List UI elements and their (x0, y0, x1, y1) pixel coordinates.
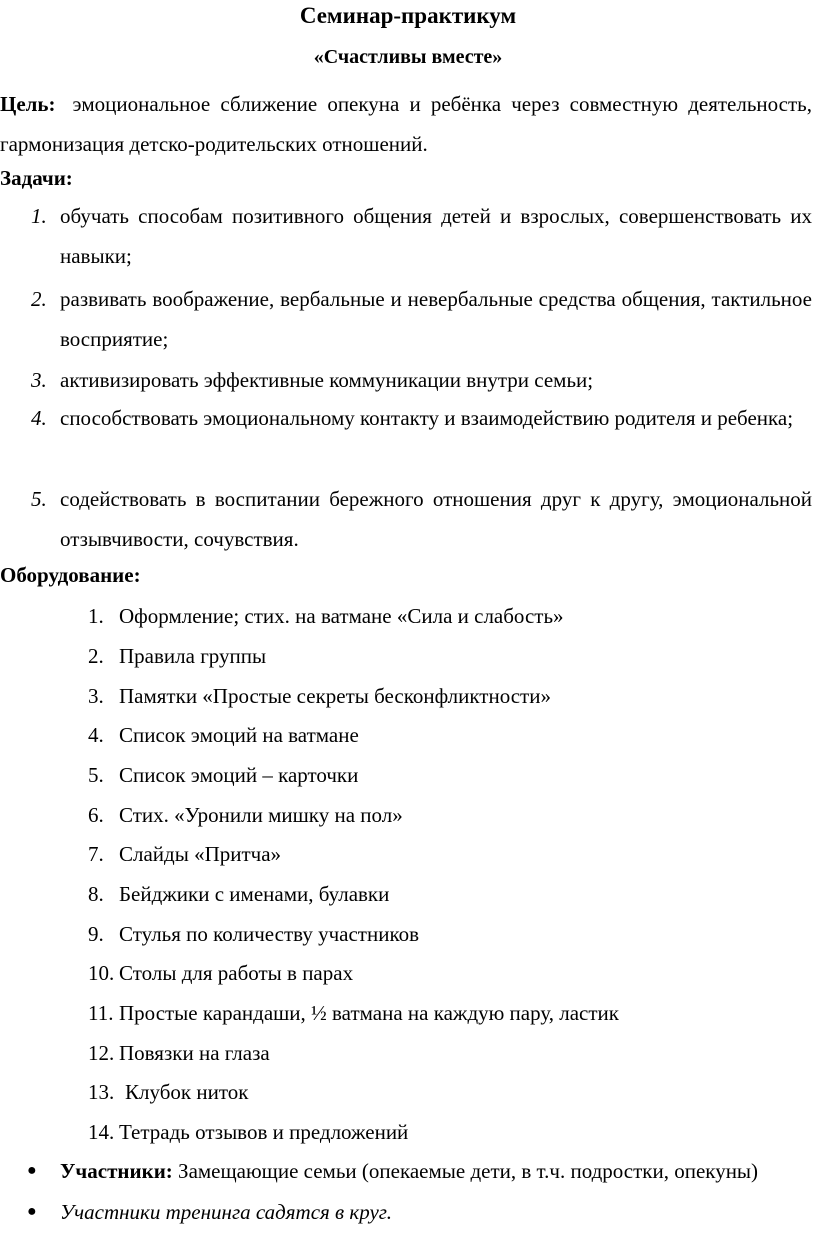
task-number: 1. (31, 204, 47, 228)
equipment-item: Оформление; стих. на ватмане «Сила и слабость» (119, 604, 564, 628)
task-item: содействовать в воспитании бережного отношения друг к другу, эмоциональной отзывчивости, сочувствия. (60, 487, 812, 551)
goal-label: Цель: (0, 92, 56, 116)
equipment-heading: Оборудование: (0, 563, 141, 587)
equipment-number: 10. (88, 961, 115, 985)
task-number: 3. (31, 368, 47, 392)
bullet-icon: ● (27, 1162, 37, 1179)
goal-text: эмоциональное сближение опекуна и ребёнка через совместную деятельность, гармонизация детско-родительских отношений. (0, 92, 812, 156)
page-subtitle: «Счастливы вместе» (313, 46, 503, 68)
goal-paragraph (0, 84, 812, 164)
task-number: 5. (31, 487, 47, 511)
seating-line: Участники тренинга садятся в круг. (60, 1200, 392, 1224)
equipment-number: 14. (88, 1120, 115, 1144)
task-number: 2. (31, 287, 47, 311)
equipment-item: Стулья по количеству участников (119, 922, 419, 946)
equipment-item: Правила группы (119, 644, 267, 668)
task-item: развивать воображение, вербальные и невербальные средства общения, тактильное восприятие; (60, 287, 812, 351)
equipment-item: Список эмоций на ватмане (119, 723, 359, 747)
equipment-number: 4. (88, 723, 104, 747)
equipment-item: Клубок ниток (125, 1080, 249, 1104)
equipment-number: 5. (88, 763, 104, 787)
task-item: активизировать эффективные коммуникации внутри семьи; (60, 368, 594, 392)
equipment-number: 11. (88, 1001, 114, 1025)
equipment-item: Стих. «Уронили мишку на пол» (119, 803, 403, 827)
equipment-item: Памятки «Простые секреты бесконфликтности» (119, 684, 551, 708)
task-number: 4. (31, 406, 47, 430)
task-item: обучать способам позитивного общения детей и взрослых, совершенствовать их навыки; (60, 204, 812, 268)
equipment-number: 1. (88, 604, 104, 628)
equipment-item: Слайды «Притча» (119, 842, 282, 866)
participants-text: Замещающие семьи (опекаемые дети, в т.ч. подростки, опекуны) (178, 1159, 759, 1183)
participants-label: Участники: (60, 1159, 173, 1183)
equipment-number: 3. (88, 684, 104, 708)
equipment-item: Тетрадь отзывов и предложений (119, 1120, 409, 1144)
equipment-number: 2. (88, 644, 104, 668)
page-title: Семинар-практикум (299, 3, 517, 28)
equipment-number: 13. (88, 1080, 115, 1104)
bullet-icon: ● (27, 1203, 37, 1220)
equipment-item: Список эмоций – карточки (119, 763, 359, 787)
task-item: способствовать эмоциональному контакту и взаимодействию родителя и ребенка; (60, 406, 794, 430)
equipment-item: Простые карандаши, ½ ватмана на каждую пару, ластик (119, 1001, 619, 1025)
equipment-number: 9. (88, 922, 104, 946)
equipment-number: 12. (88, 1041, 115, 1065)
tasks-heading: Задачи: (0, 166, 73, 190)
equipment-number: 7. (88, 842, 104, 866)
equipment-item: Столы для работы в парах (119, 961, 354, 985)
equipment-item: Бейджики с именами, булавки (119, 882, 390, 906)
equipment-number: 8. (88, 882, 104, 906)
participants-line (60, 1151, 758, 1191)
equipment-number: 6. (88, 803, 104, 827)
equipment-item: Повязки на глаза (119, 1041, 270, 1065)
